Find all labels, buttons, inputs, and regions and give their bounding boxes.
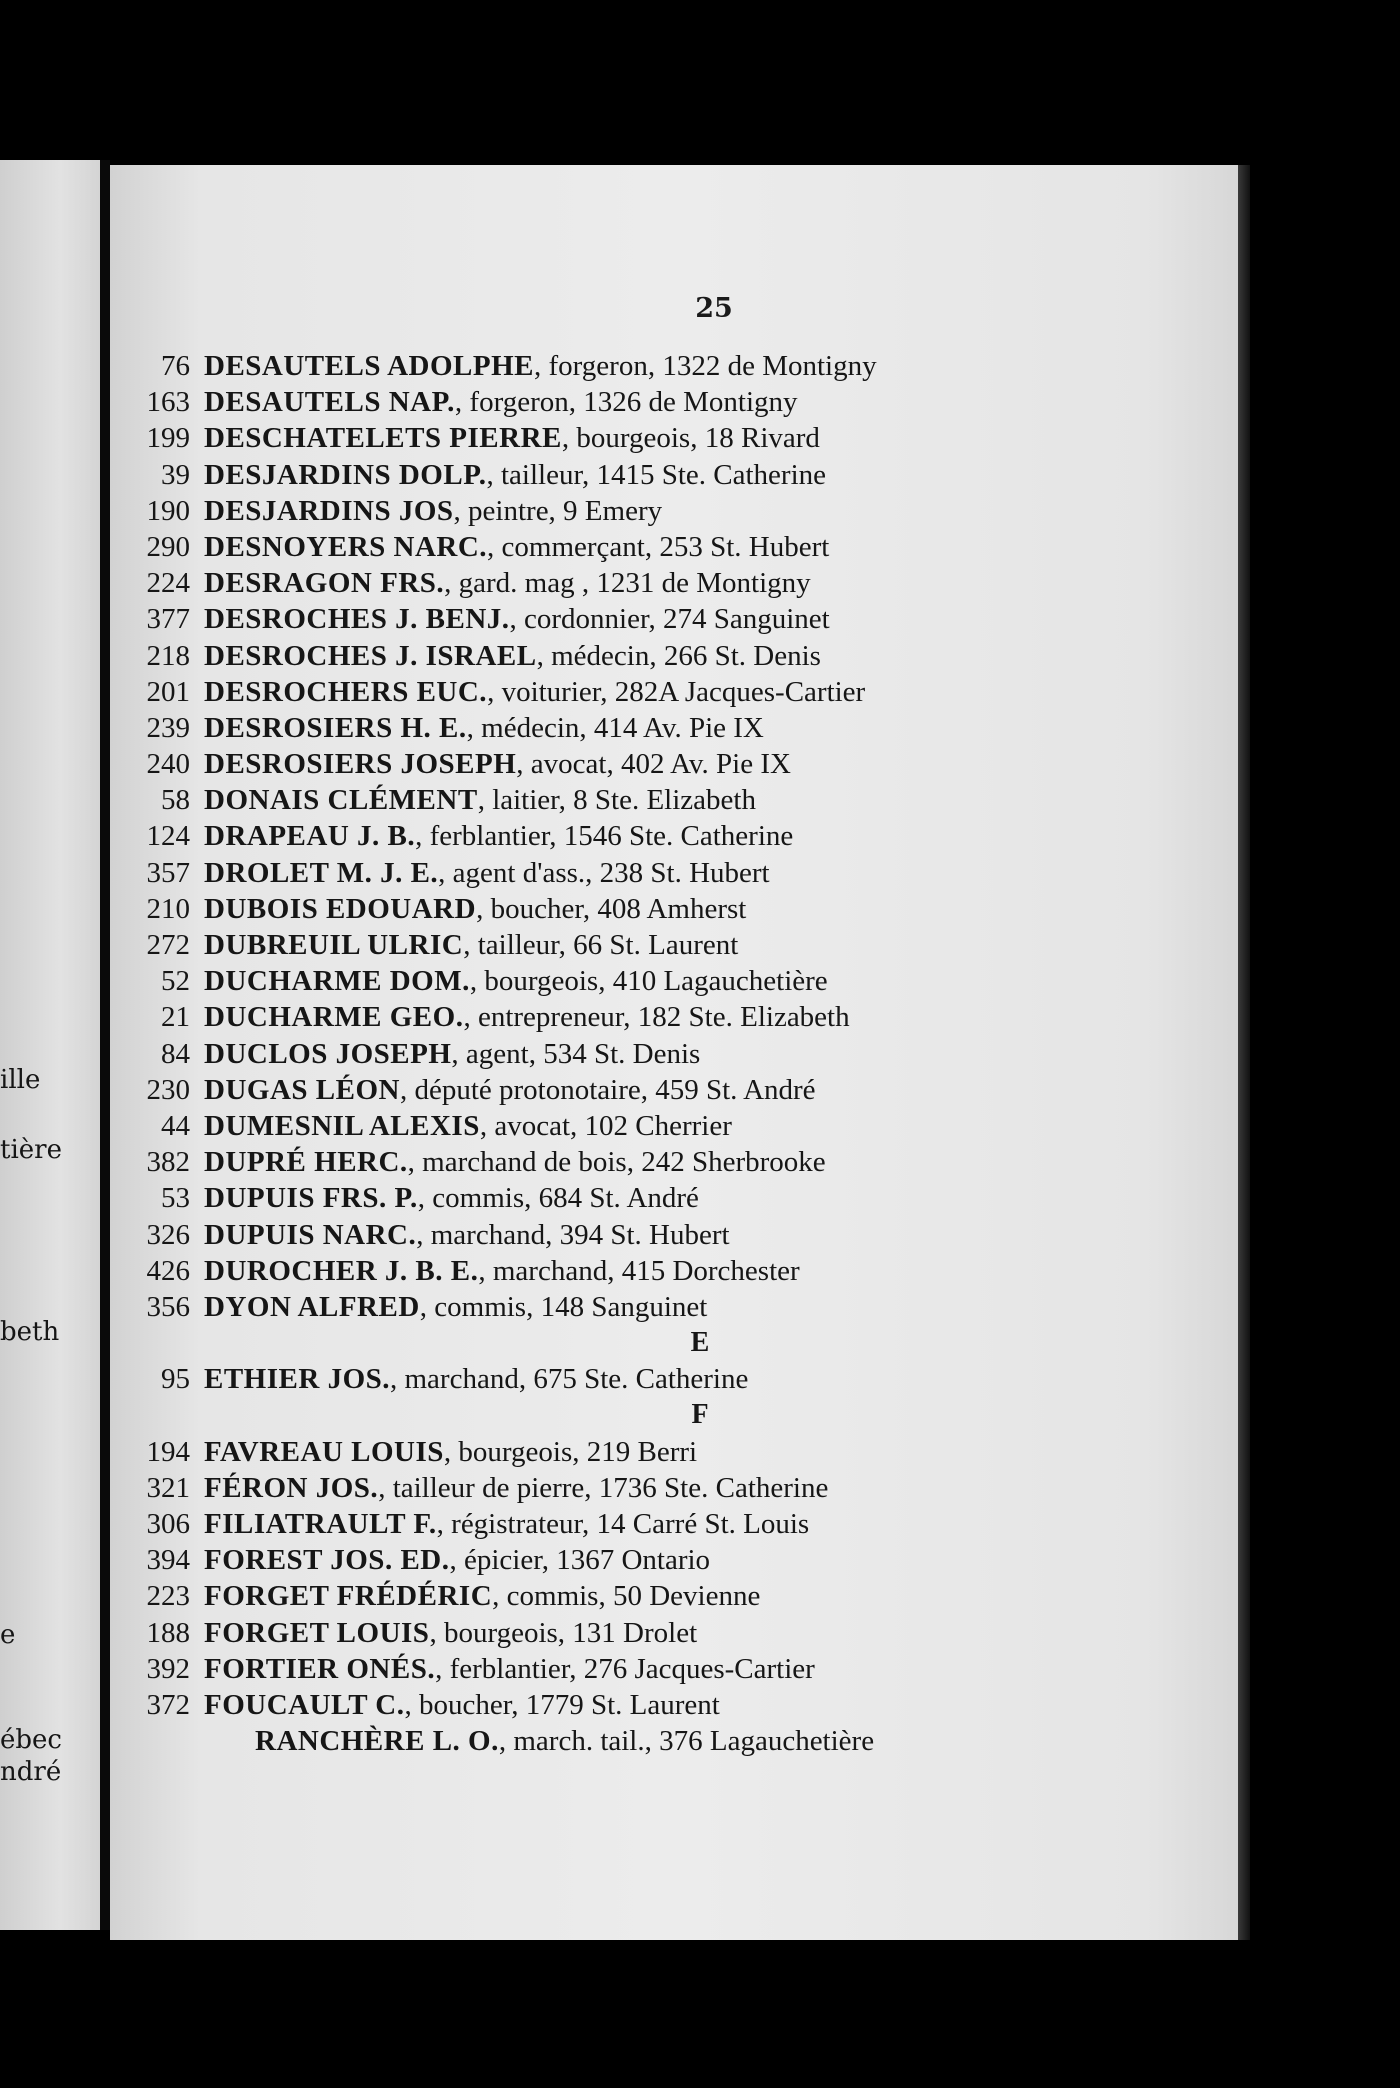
entry-name: DESROCHES J. BENJ. [204, 603, 510, 636]
directory-entry [130, 420, 1230, 456]
entry-number: 372 [146, 1688, 190, 1721]
directory-entry [130, 782, 1230, 818]
directory-entry [130, 1687, 1230, 1723]
directory-entry [130, 384, 1230, 420]
directory-entry [130, 1289, 1230, 1325]
directory-entry [130, 1108, 1230, 1144]
entry-number: 76 [161, 350, 190, 382]
directory-entry [130, 1036, 1230, 1072]
entry-details: , bourgeois, 219 Berri [443, 1435, 698, 1468]
directory-entry [130, 1723, 1230, 1759]
entry-number: 394 [146, 1544, 190, 1577]
entry-number: 382 [146, 1146, 190, 1179]
entry-number: 39 [161, 458, 190, 491]
entry-number: 95 [161, 1363, 190, 1396]
entry-name: DONAIS CLÉMENT [204, 784, 478, 817]
entry-name: DESROCHERS EUC. [204, 675, 488, 708]
entry-details: , régistrateur, 14 Carré St. Louis [436, 1508, 810, 1540]
entry-details: , boucher, 1779 St. Laurent [404, 1688, 720, 1721]
book-gutter [100, 160, 110, 1930]
entry-number: 356 [146, 1290, 190, 1323]
entry-details: , march. tail., 376 Lagauchetière [498, 1725, 875, 1758]
directory-entry [130, 818, 1230, 854]
entry-details: , commis, 684 St. André [417, 1182, 699, 1215]
entry-details: , marchand, 415 Dorchester [478, 1254, 800, 1287]
entry-details: , forgeron, 1322 de Montigny [534, 350, 877, 382]
entry-name: DYON ALFRED [204, 1290, 420, 1323]
entry-name: DUGAS LÉON [204, 1073, 400, 1106]
entry-details: , tailleur, 1415 Ste. Catherine [486, 458, 827, 491]
entry-name: DESJARDINS JOS [204, 494, 454, 527]
entry-number: 199 [146, 422, 190, 455]
entry-number: 190 [146, 494, 190, 527]
entry-name: DRAPEAU J. B. [204, 820, 416, 853]
entry-name: DESRAGON FRS. [204, 567, 445, 600]
entry-details: , député protonotaire, 459 St. André [399, 1073, 816, 1106]
entry-details: , forgeron, 1326 de Montigny [454, 386, 798, 419]
entry-name: DUBOIS EDOUARD [204, 892, 477, 925]
entry-details: , avocat, 402 Av. Pie IX [516, 748, 791, 781]
entry-details: , ferblantier, 1546 Ste. Catherine [415, 820, 794, 853]
entry-details: , commerçant, 253 St. Hubert [487, 530, 830, 563]
entry-number: 290 [146, 530, 190, 563]
directory-entry [130, 1217, 1230, 1253]
entry-number: 306 [146, 1508, 190, 1540]
entry-number: 230 [146, 1073, 190, 1106]
left-fragment-5: ébec [0, 1725, 62, 1755]
entry-details: , cordonnier, 274 Sanguinet [509, 603, 830, 636]
entry-name: DUROCHER J. B. E. [204, 1254, 479, 1287]
entry-name: FÉRON JOS. [204, 1471, 379, 1504]
directory-entries [130, 348, 1230, 1759]
entry-number: 326 [146, 1218, 190, 1251]
entry-number: 218 [146, 639, 190, 672]
entry-number: 210 [146, 892, 190, 925]
directory-entry [130, 457, 1230, 493]
left-fragment-6: ndré [0, 1757, 62, 1787]
entry-number: 53 [161, 1182, 190, 1215]
directory-entry [130, 1651, 1230, 1687]
directory-entry [130, 999, 1230, 1035]
entry-name: DESAUTELS ADOLPHE [204, 350, 535, 382]
entry-details: , agent d'ass., 238 St. Hubert [438, 856, 770, 889]
directory-entry [130, 746, 1230, 782]
entry-details: , médecin, 414 Av. Pie IX [466, 711, 764, 744]
entry-name: FAVREAU LOUIS [204, 1435, 444, 1468]
entry-details: , commis, 50 Devienne [492, 1580, 761, 1613]
entry-number: 21 [161, 1001, 190, 1034]
directory-entry [130, 1434, 1230, 1470]
entry-name: FORTIER ONÉS. [204, 1652, 436, 1685]
entry-name: FOREST JOS. ED. [204, 1544, 450, 1577]
entry-number: 239 [146, 711, 190, 744]
entry-number: 124 [146, 820, 190, 853]
directory-entry [130, 1578, 1230, 1614]
entry-number: 188 [146, 1616, 190, 1649]
entry-number: 357 [146, 856, 190, 889]
entry-number: 321 [146, 1471, 190, 1504]
directory-entry [130, 1253, 1230, 1289]
entry-name: DUPUIS FRS. P. [204, 1182, 418, 1215]
entry-number: 84 [161, 1037, 190, 1070]
entry-name: DUCHARME GEO. [204, 1001, 464, 1034]
entry-number: 392 [146, 1652, 190, 1685]
entry-name: DESROSIERS JOSEPH [204, 748, 517, 781]
entry-name: ETHIER JOS. [204, 1363, 390, 1396]
directory-entry [130, 963, 1230, 999]
entry-number: 163 [146, 386, 190, 419]
entry-number: 426 [146, 1254, 190, 1287]
entry-name: DESAUTELS NAP. [204, 386, 455, 419]
entry-number: 272 [146, 929, 190, 961]
entry-name: DUBREUIL ULRIC [204, 929, 464, 961]
directory-entry [130, 529, 1230, 565]
left-fragment-2: tière [0, 1135, 62, 1165]
entry-details: , commis, 148 Sanguinet [419, 1290, 708, 1323]
section-letter: E [690, 1327, 710, 1359]
entry-name: DROLET M. J. E. [204, 856, 439, 889]
entry-name: FILIATRAULT F. [204, 1508, 437, 1540]
entry-details: , bourgeois, 18 Rivard [561, 422, 820, 455]
entry-details: , bourgeois, 131 Drolet [429, 1616, 698, 1649]
entry-name: DESJARDINS DOLP. [204, 458, 487, 491]
directory-page [110, 165, 1238, 1940]
entry-name: DUMESNIL ALEXIS [204, 1109, 480, 1142]
entry-details: , marchand, 675 Ste. Catherine [390, 1363, 749, 1396]
entry-number: 240 [146, 748, 190, 781]
directory-entry [130, 855, 1230, 891]
entry-details: , entrepreneur, 182 Ste. Elizabeth [463, 1001, 850, 1034]
entry-details: , boucher, 408 Amherst [476, 892, 747, 925]
entry-details: , avocat, 102 Cherrier [479, 1109, 732, 1142]
entry-number: 52 [161, 965, 190, 998]
entry-details: , médecin, 266 St. Denis [536, 639, 821, 672]
entry-details: , voiturier, 282A Jacques-Cartier [487, 675, 866, 708]
entry-details: , gard. mag , 1231 de Montigny [444, 567, 811, 600]
directory-entry [130, 710, 1230, 746]
entry-details: , laitier, 8 Ste. Elizabeth [477, 784, 756, 817]
directory-entry [130, 493, 1230, 529]
entry-number: 44 [161, 1109, 190, 1142]
entry-details: , peintre, 9 Emery [453, 494, 663, 527]
directory-entry [130, 1144, 1230, 1180]
entry-name: DESROCHES J. ISRAEL [204, 639, 537, 672]
directory-entry [130, 1542, 1230, 1578]
entry-details: , marchand, 394 St. Hubert [416, 1218, 730, 1251]
entry-details: , agent, 534 St. Denis [451, 1037, 701, 1070]
directory-entry [130, 1361, 1230, 1397]
entry-number: 201 [146, 675, 190, 708]
entry-name: FOUCAULT C. [204, 1688, 405, 1721]
entry-number: 377 [146, 603, 190, 636]
entry-name: DESCHATELETS PIERRE [204, 422, 562, 455]
entry-details: , bourgeois, 410 Lagauchetière [469, 965, 828, 998]
left-page-edge [0, 160, 100, 1930]
directory-entry [130, 565, 1230, 601]
entry-name: FORGET FRÉDÉRIC [204, 1580, 493, 1613]
directory-entry [130, 674, 1230, 710]
entry-number: 224 [146, 567, 190, 600]
directory-entry [130, 1506, 1230, 1542]
entry-name: DUPRÉ HERC. [204, 1146, 408, 1179]
directory-entry [130, 638, 1230, 674]
entry-number: 223 [146, 1580, 190, 1613]
entry-details: , ferblantier, 276 Jacques-Cartier [435, 1652, 815, 1685]
entry-name: DESROSIERS H. E. [204, 711, 467, 744]
directory-entry [130, 601, 1230, 637]
entry-name: DESNOYERS NARC. [204, 530, 488, 563]
entry-name: DUCLOS JOSEPH [204, 1037, 452, 1070]
entry-details: , tailleur de pierre, 1736 Ste. Catherine [378, 1471, 829, 1504]
entry-name: DUPUIS NARC. [204, 1218, 417, 1251]
entry-details: , épicier, 1367 Ontario [449, 1544, 711, 1577]
left-fragment-4: e [0, 1620, 16, 1650]
section-letter: F [691, 1399, 709, 1431]
directory-entry [130, 1072, 1230, 1108]
left-fragment-3: beth [0, 1317, 60, 1347]
right-page-edge [1238, 165, 1250, 1940]
directory-entry [130, 1615, 1230, 1651]
page-number: 25 [695, 293, 733, 324]
directory-entry [130, 927, 1230, 963]
directory-entry [130, 891, 1230, 927]
entry-details: , tailleur, 66 St. Laurent [463, 929, 739, 961]
entry-details: , marchand de bois, 242 Sherbrooke [407, 1146, 826, 1179]
entry-name: DUCHARME DOM. [204, 965, 470, 998]
entry-name: FORGET LOUIS [204, 1616, 430, 1649]
entry-number: 58 [161, 784, 190, 817]
entry-name: RANCHÈRE L. O. [255, 1725, 499, 1758]
directory-entry [130, 1180, 1230, 1216]
directory-entry [130, 1470, 1230, 1506]
directory-entry [130, 348, 1230, 384]
left-fragment-1: ille [0, 1065, 41, 1095]
entry-number: 194 [146, 1435, 190, 1468]
